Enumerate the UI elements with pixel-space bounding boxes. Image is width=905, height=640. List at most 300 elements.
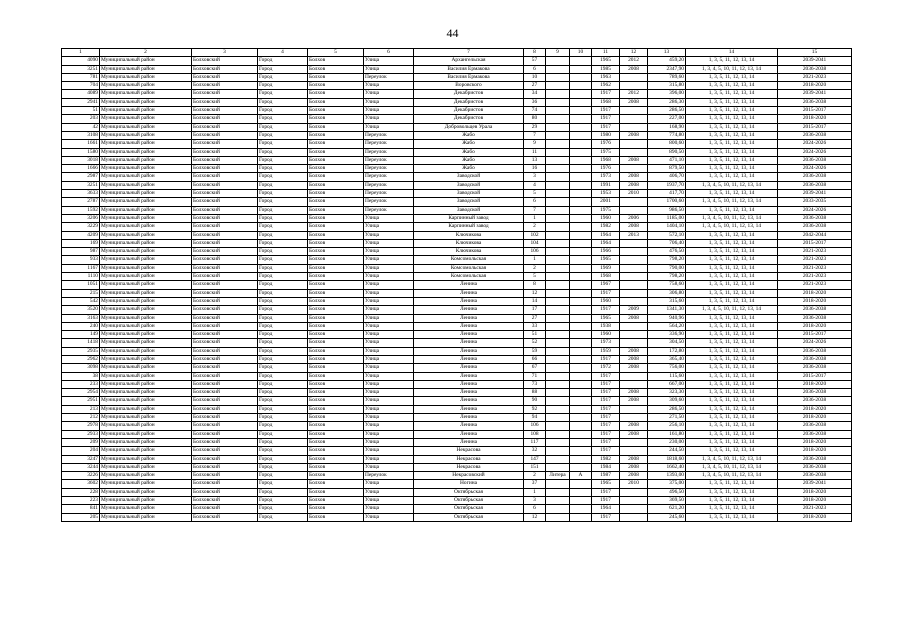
table-cell: 1917 (592, 289, 620, 297)
table-cell: Болхов (308, 123, 364, 131)
table-cell: 1661 (62, 140, 100, 148)
table-cell: 1, 3, 5, 11, 12, 13, 14 (686, 372, 778, 380)
table-cell: 879,50 (648, 165, 686, 173)
table-cell: 80 (524, 115, 546, 123)
table-cell (546, 239, 570, 247)
table-cell (570, 148, 592, 156)
table-cell: 2008 (620, 422, 648, 430)
table-cell: Болхов (308, 405, 364, 413)
column-header: 2 (100, 49, 192, 57)
table-cell: 496,50 (648, 488, 686, 496)
table-cell: Улица (364, 447, 414, 455)
table-cell: 10 (524, 73, 546, 81)
table-cell (570, 281, 592, 289)
table-cell: 161,80 (648, 430, 686, 438)
table-cell: 3633 (62, 190, 100, 198)
table-row (62, 173, 852, 181)
table-cell: Муниципальный район (100, 214, 192, 222)
table-cell: Муниципальный район (100, 430, 192, 438)
table-cell: 13 (524, 156, 546, 164)
table-cell (570, 223, 592, 231)
column-header: 6 (364, 49, 414, 57)
table-cell: 2008 (620, 98, 648, 106)
table-cell: Некрасовский (414, 472, 524, 480)
table-cell: Улица (364, 347, 414, 355)
column-header: 12 (620, 49, 648, 57)
table-cell: Ленина (414, 322, 524, 330)
table-row (62, 264, 852, 272)
table-cell: 1341,30 (648, 306, 686, 314)
table-cell: 706,40 (648, 239, 686, 247)
table-cell: 2024-2026 (778, 165, 852, 173)
table-cell: 1991 (592, 181, 620, 189)
table-cell: Муниципальный район (100, 322, 192, 330)
table-cell: 756,00 (648, 364, 686, 372)
table-cell: Болховский (192, 115, 258, 123)
table-cell (620, 264, 648, 272)
table-cell: Декабристов (414, 115, 524, 123)
table-cell: 2 (524, 264, 546, 272)
table-cell (546, 372, 570, 380)
table-cell (546, 322, 570, 330)
table-cell: 2036-2038 (778, 65, 852, 73)
table-row (62, 273, 852, 281)
table-cell: Ленина (414, 430, 524, 438)
table-cell: 1960 (592, 214, 620, 222)
table-cell: 774,80 (648, 131, 686, 139)
table-cell (570, 73, 592, 81)
table-cell: 1818,60 (648, 455, 686, 463)
table-cell: 2941 (62, 98, 100, 106)
table-cell: 2935 (62, 347, 100, 355)
table-cell: Болхов (308, 472, 364, 480)
table-cell: Переулок (364, 472, 414, 480)
table-cell: 3251 (62, 181, 100, 189)
table-cell: 2036-2038 (778, 98, 852, 106)
table-cell: 1700,60 (648, 198, 686, 206)
table-cell: 2021-2023 (778, 73, 852, 81)
table-cell (570, 389, 592, 397)
table-cell: Переулок (364, 190, 414, 198)
table-cell: Болховский (192, 264, 258, 272)
table-cell: 1, 3, 5, 11, 12, 13, 14 (686, 239, 778, 247)
table-cell: 890,50 (648, 148, 686, 156)
table-cell: 1, 3, 5, 11, 12, 13, 14 (686, 73, 778, 81)
table-cell: 1, 3, 5, 11, 12, 13, 14 (686, 331, 778, 339)
table-cell: 1984 (592, 463, 620, 471)
table-cell: 3520 (62, 306, 100, 314)
table-cell: 940,96 (648, 314, 686, 322)
table-cell: 1 (524, 256, 546, 264)
table-cell: 2021-2023 (778, 281, 852, 289)
table-cell: 9 (524, 140, 546, 148)
table-cell (620, 256, 648, 264)
table-cell: Улица (364, 281, 414, 289)
table-cell: Город (258, 472, 308, 480)
table-cell: 621,20 (648, 505, 686, 513)
table-cell: Город (258, 256, 308, 264)
table-cell: Болхов (308, 389, 364, 397)
table-cell: Муниципальный район (100, 380, 192, 388)
table-cell (546, 463, 570, 471)
table-cell: Болхов (308, 372, 364, 380)
table-row (62, 289, 852, 297)
table-cell: Муниципальный район (100, 372, 192, 380)
table-row (62, 347, 852, 355)
table-row (62, 455, 852, 463)
table-cell: 1, 3, 4, 5, 10, 11, 12, 13, 14 (686, 455, 778, 463)
table-cell: 1, 3, 4, 5, 10, 11, 12, 13, 14 (686, 463, 778, 471)
table-cell: Болховский (192, 355, 258, 363)
table-cell: 3098 (62, 364, 100, 372)
table-cell: Муниципальный район (100, 455, 192, 463)
table-cell (546, 273, 570, 281)
table-cell (546, 513, 570, 521)
table-cell: 1, 3, 5, 11, 12, 13, 14 (686, 414, 778, 422)
table-cell: Город (258, 156, 308, 164)
table-cell: Болхов (308, 206, 364, 214)
table-cell: 2015-2017 (778, 107, 852, 115)
table-cell (570, 82, 592, 90)
table-cell: Ленина (414, 306, 524, 314)
table-cell: Болховский (192, 347, 258, 355)
table-cell (620, 447, 648, 455)
table-cell: 108 (524, 430, 546, 438)
table-cell: 256,10 (648, 422, 686, 430)
table-cell: 790,00 (648, 264, 686, 272)
table-cell: Октябрьская (414, 505, 524, 513)
table-cell: 2021-2023 (778, 264, 852, 272)
table-cell: 1917 (592, 123, 620, 131)
table-cell: 2015-2017 (778, 239, 852, 247)
table-cell: Улица (364, 289, 414, 297)
table-cell (620, 165, 648, 173)
table-cell: 2039-2041 (778, 190, 852, 198)
table-cell: А (570, 472, 592, 480)
table-row (62, 57, 852, 65)
table-body (62, 57, 852, 522)
table-cell: Муниципальный район (100, 397, 192, 405)
table-cell: Болхов (308, 289, 364, 297)
column-header: 11 (592, 49, 620, 57)
table-cell: Василия Ермакова (414, 73, 524, 81)
table-cell: Улица (364, 389, 414, 397)
table-cell: 1393,00 (648, 472, 686, 480)
table-cell: Город (258, 190, 308, 198)
table-cell: 1, 3, 5, 11, 12, 13, 14 (686, 480, 778, 488)
table-cell: Город (258, 355, 308, 363)
table-cell: 789,60 (648, 73, 686, 81)
table-cell (546, 331, 570, 339)
table-row (62, 322, 852, 330)
table-cell: Улица (364, 463, 414, 471)
table-cell: Болхов (308, 65, 364, 73)
table-cell: 3602 (62, 480, 100, 488)
table-cell: Город (258, 115, 308, 123)
table-cell: 2018-2020 (778, 447, 852, 455)
table-cell: Болхов (308, 90, 364, 98)
table-cell: 66 (524, 355, 546, 363)
table-cell (546, 306, 570, 314)
table-cell: 798,20 (648, 273, 686, 281)
table-cell: Переулок (364, 140, 414, 148)
table-cell (570, 455, 592, 463)
table-cell (570, 206, 592, 214)
table-cell: Комсомольская (414, 256, 524, 264)
table-cell: Болховский (192, 206, 258, 214)
table-cell (570, 156, 592, 164)
table-cell: 29 (524, 123, 546, 131)
table-cell: Болхов (308, 248, 364, 256)
table-cell: 2008 (620, 364, 648, 372)
table-cell (546, 264, 570, 272)
table-cell: Улица (364, 414, 414, 422)
table-cell: 71 (524, 372, 546, 380)
table-cell (570, 422, 592, 430)
table-cell: Болховский (192, 380, 258, 388)
table-cell: 67 (524, 364, 546, 372)
table-cell: 315,80 (648, 82, 686, 90)
page-number: 44 (446, 26, 459, 40)
table-cell: 1917 (592, 488, 620, 496)
table-cell: Муниципальный район (100, 364, 192, 372)
table-cell: Заводской (414, 190, 524, 198)
table-cell (620, 372, 648, 380)
table-cell (620, 115, 648, 123)
table-row (62, 148, 852, 156)
column-header: 5 (308, 49, 364, 57)
table-cell: 1, 3, 5, 11, 12, 13, 14 (686, 273, 778, 281)
table-cell: Город (258, 480, 308, 488)
table-cell: 1973 (592, 339, 620, 347)
table-cell: 215 (62, 289, 100, 297)
table-cell: Болховский (192, 306, 258, 314)
table-cell: Улица (364, 223, 414, 231)
table-cell: 2008 (620, 430, 648, 438)
table-cell: Болхов (308, 463, 364, 471)
table-cell: 52 (524, 339, 546, 347)
table-cell: 667,00 (648, 380, 686, 388)
table-cell: 2951 (62, 397, 100, 405)
table-cell: Болховский (192, 156, 258, 164)
table-cell: 2009 (620, 306, 648, 314)
table-cell: Город (258, 231, 308, 239)
table-cell: 1, 3, 4, 5, 10, 11, 12, 13, 14 (686, 306, 778, 314)
table-cell: 1917 (592, 90, 620, 98)
table-cell: 1964 (592, 505, 620, 513)
table-cell: Болховский (192, 281, 258, 289)
table-row (62, 414, 852, 422)
table-cell (546, 173, 570, 181)
table-cell: Болхов (308, 331, 364, 339)
table-cell: Болховский (192, 472, 258, 480)
table-cell: 227,00 (648, 115, 686, 123)
table-cell: Муниципальный район (100, 264, 192, 272)
table-cell: 1110 (62, 273, 100, 281)
table-cell (620, 297, 648, 305)
table-cell (546, 190, 570, 198)
table-cell: Болхов (308, 339, 364, 347)
table-cell: Город (258, 306, 308, 314)
table-cell (570, 331, 592, 339)
table-cell (570, 306, 592, 314)
table-cell: 1, 3, 5, 11, 12, 13, 14 (686, 256, 778, 264)
table-cell: 1917 (592, 414, 620, 422)
table-cell: 2036-2038 (778, 173, 852, 181)
table-row (62, 281, 852, 289)
table-cell: 212 (62, 414, 100, 422)
table-cell: Город (258, 447, 308, 455)
table-cell: Болховский (192, 148, 258, 156)
table-cell: Болховский (192, 248, 258, 256)
table-cell: Город (258, 107, 308, 115)
table-cell: 1964 (592, 239, 620, 247)
table-cell: Переулок (364, 73, 414, 81)
table-cell: Улица (364, 264, 414, 272)
table-cell: 2042-2044 (778, 231, 852, 239)
table-cell: 1963 (592, 73, 620, 81)
table-cell: Ленина (414, 339, 524, 347)
table-cell: Ленина (414, 438, 524, 446)
table-cell: Болхов (308, 256, 364, 264)
table-cell: Болхов (308, 380, 364, 388)
table-cell: 1975 (592, 148, 620, 156)
table-cell: Ленина (414, 364, 524, 372)
table-cell: Болхов (308, 414, 364, 422)
table-cell: 2008 (620, 397, 648, 405)
table-cell: Город (258, 438, 308, 446)
table-cell: 2036-2038 (778, 306, 852, 314)
table-cell: Муниципальный район (100, 505, 192, 513)
table-cell: 1938 (592, 322, 620, 330)
table-cell: Улица (364, 82, 414, 90)
table-cell: 2036-2038 (778, 364, 852, 372)
table-cell: Болхов (308, 513, 364, 521)
table-cell: 12 (524, 513, 546, 521)
table-cell: 12 (524, 289, 546, 297)
table-cell: 2006 (620, 214, 648, 222)
table-cell (546, 347, 570, 355)
table-cell (570, 405, 592, 413)
table-cell: Муниципальный район (100, 107, 192, 115)
table-cell: 2024-2026 (778, 148, 852, 156)
table-cell: 32 (524, 447, 546, 455)
table-cell: 4089 (62, 90, 100, 98)
table-cell (546, 430, 570, 438)
table-cell: Болхов (308, 57, 364, 65)
table-cell (570, 397, 592, 405)
table-cell: Болховский (192, 414, 258, 422)
table-cell: Ленина (414, 389, 524, 397)
table-cell: Болхов (308, 355, 364, 363)
table-cell: Город (258, 140, 308, 148)
table-cell: Муниципальный район (100, 248, 192, 256)
table-cell: 1, 3, 5, 11, 12, 13, 14 (686, 281, 778, 289)
table-cell: 2987 (62, 173, 100, 181)
table-cell: Город (258, 273, 308, 281)
table-cell: Болховский (192, 488, 258, 496)
table-cell: 1962 (592, 82, 620, 90)
table-cell: Улица (364, 322, 414, 330)
table-row (62, 463, 852, 471)
table-cell (570, 107, 592, 115)
table-cell: 2036-2038 (778, 131, 852, 139)
table-cell: Ленина (414, 380, 524, 388)
table-cell (546, 364, 570, 372)
table-cell: Болховский (192, 273, 258, 281)
table-cell (570, 480, 592, 488)
table-cell: 1, 3, 5, 11, 12, 13, 14 (686, 364, 778, 372)
table-row (62, 90, 852, 98)
table-cell: 2018-2020 (778, 405, 852, 413)
table-cell: 933 (62, 256, 100, 264)
table-cell: 2018-2020 (778, 488, 852, 496)
table-cell: 375,00 (648, 480, 686, 488)
table-cell (546, 314, 570, 322)
table-cell: 1, 3, 5, 11, 12, 13, 14 (686, 231, 778, 239)
table-cell: Болховский (192, 372, 258, 380)
table-cell: Улица (364, 405, 414, 413)
table-cell: 1, 3, 4, 5, 10, 11, 12, 13, 14 (686, 198, 778, 206)
table-cell: Муниципальный район (100, 57, 192, 65)
table-row (62, 364, 852, 372)
table-cell: 147 (524, 455, 546, 463)
table-cell: Город (258, 73, 308, 81)
table-cell: 1917 (592, 405, 620, 413)
table-cell: Муниципальный район (100, 331, 192, 339)
table-cell: 1965 (592, 256, 620, 264)
table-cell: 2008 (620, 223, 648, 231)
table-cell (570, 488, 592, 496)
table-cell: 1051 (62, 281, 100, 289)
table-cell: Болхов (308, 447, 364, 455)
table-cell: Улица (364, 107, 414, 115)
table-cell: 92 (524, 405, 546, 413)
table-cell: Ленина (414, 347, 524, 355)
table-cell: Ленина (414, 372, 524, 380)
table-cell: 51 (62, 107, 100, 115)
table-cell (620, 206, 648, 214)
table-cell: 2036-2038 (778, 389, 852, 397)
table-cell (620, 405, 648, 413)
table-cell: 90 (524, 397, 546, 405)
table-cell: 2018-2020 (778, 289, 852, 297)
table-cell: Некрасова (414, 455, 524, 463)
table-cell (570, 297, 592, 305)
table-cell: 309,60 (648, 397, 686, 405)
table-cell: 1966 (592, 248, 620, 256)
table-cell: 151 (524, 463, 546, 471)
table-cell: Улица (364, 355, 414, 363)
table-cell: 1, 3, 5, 11, 12, 13, 14 (686, 165, 778, 173)
table-cell: Болховский (192, 314, 258, 322)
table-cell: 2008 (620, 181, 648, 189)
table-cell (546, 414, 570, 422)
table-cell: 1, 3, 5, 11, 12, 13, 14 (686, 380, 778, 388)
table-cell: Улица (364, 505, 414, 513)
table-cell: Город (258, 397, 308, 405)
table-cell (570, 123, 592, 131)
table-cell: Переулок (364, 181, 414, 189)
table-cell: 117 (524, 438, 546, 446)
table-cell: 1, 3, 5, 11, 12, 13, 14 (686, 115, 778, 123)
table-cell: 396,00 (648, 90, 686, 98)
table-cell: Болховский (192, 190, 258, 198)
table-cell: Город (258, 281, 308, 289)
table-cell: 304,50 (648, 339, 686, 347)
table-cell (570, 239, 592, 247)
table-cell: 3229 (62, 223, 100, 231)
